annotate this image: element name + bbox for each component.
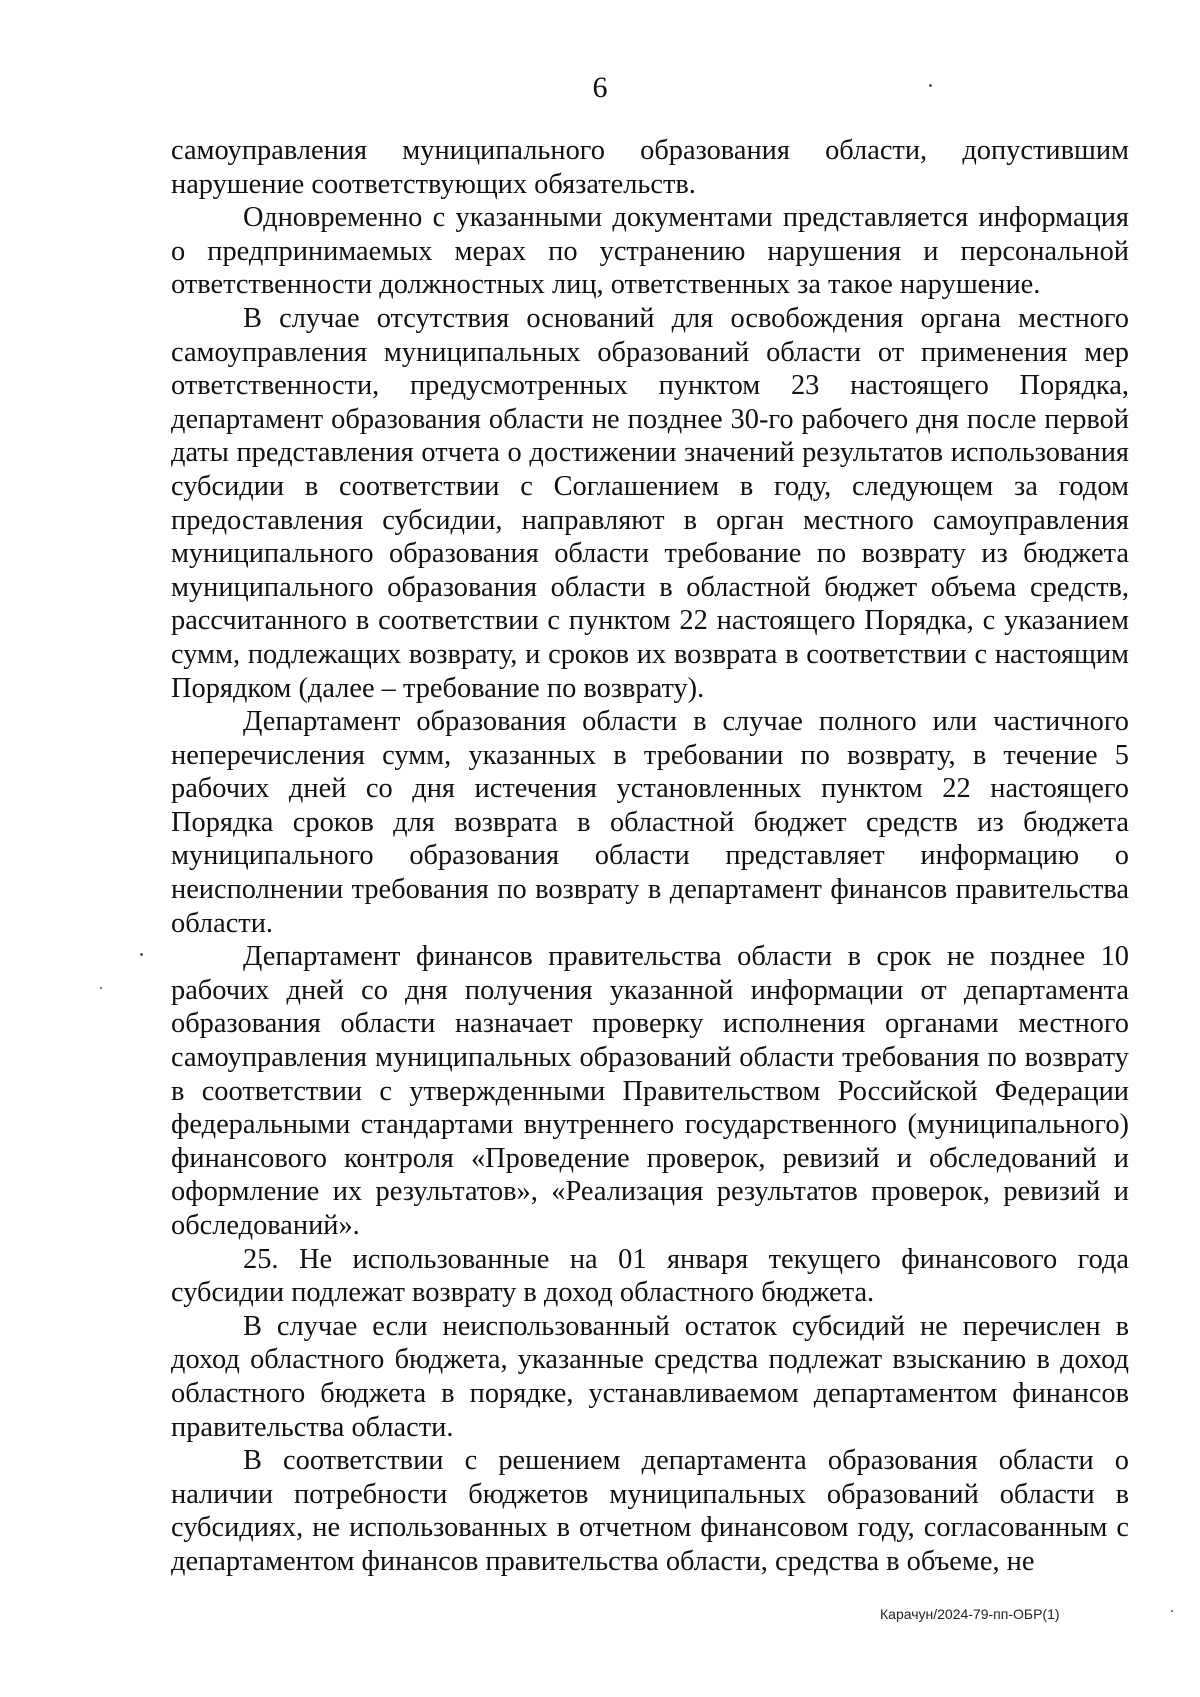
scan-speck	[1171, 1610, 1173, 1612]
paragraph-item-25: 25. Не использованные на 01 января текущего финансового года субсидии подлежат возврату в доход областного бюджета.	[171, 1243, 1129, 1309]
paragraph-information: Одновременно с указанными документами представляется информация о предпринимаемых мерах по устранению нарушения и персональной ответственности должностных лиц, ответственных за такое нарушение.	[171, 202, 1129, 301]
scan-speck	[929, 84, 932, 87]
document-body	[171, 134, 1129, 1579]
scan-speck	[100, 987, 102, 989]
scan-speck	[140, 953, 143, 956]
paragraph-unused-balance: В случае если неиспользованный остаток субсидий не перечислен в доход областного бюджета, указанные средства подлежат взысканию в доход областного бюджета в порядке, устанавливаемом департаментом финансов правительства области.	[171, 1310, 1129, 1443]
paragraph-continuation: самоуправления муниципального образования области, допустившим нарушение соответствующих обязательств.	[171, 135, 1129, 200]
paragraph-non-transfer: Департамент образования области в случае полного или частичного неперечисления сумм, указанных в требовании по возврату, в течение 5 рабочих дней со дня истечения установленных пунктом 22 настоящего Порядка сроков для возврата в областной бюджет средств из бюджета муниципального образования области представляет информацию о неисполнении требования по возврату в департамент финансов правительства области.	[171, 706, 1129, 939]
paragraph-return-requirement: В случае отсутствия оснований для освобождения органа местного самоуправления муниципальных образований области от применения мер ответственности, предусмотренных пунктом 23 настоящего Порядка, департамент образования области не позднее 30-го рабочего дня после первой даты представления отчета о достижении значений результатов использования субсидии в соответствии с Соглашением в году, следующем за годом предоставления субсидии, направляют в орган местного самоуправления муниципального образования области требование по возврату из бюджета муниципального образования области в областной бюджет объема средств, рассчитанного в соответствии с пунктом 22 настоящего Порядка, с указанием сумм, подлежащих возврату, и сроков их возврата в соответствии с настоящим Порядком (далее – требование по возврату).	[171, 302, 1129, 704]
document-code: Карачун/2024-79-пп-ОБР(1)	[880, 1606, 1060, 1622]
paragraph-finance-inspection: Департамент финансов правительства области в срок не позднее 10 рабочих дней со дня получения указанной информации от департамента образования области назначает проверку исполнения органами местного самоуправления муниципальных образований области требования по возврату в соответствии с утвержденными Правительством Российской Федерации федеральными стандартами внутреннего государственного (муниципального) финансового контроля «Проведение проверок, ревизий и обследований и оформление их результатов», «Реализация результатов проверок, ревизий и обследований».	[171, 941, 1129, 1241]
page-number: 6	[592, 71, 608, 104]
paragraph-decision: В соответствии с решением департамента образования области о наличии потребности бюджетов муниципальных образований области в субсидиях, не использованных в отчетном финансовом году, согласованным с департаментом финансов правительства области, средства в объеме, не	[171, 1445, 1129, 1577]
